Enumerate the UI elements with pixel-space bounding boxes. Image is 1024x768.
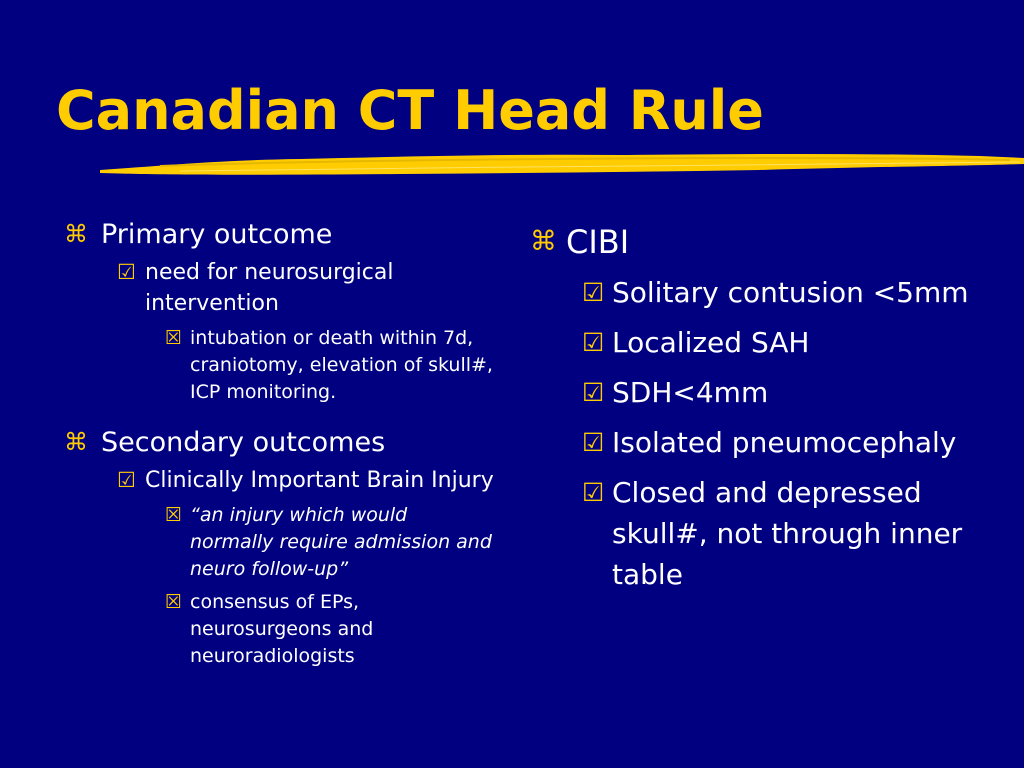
primary-detail-item	[64, 325, 494, 406]
secondary-detail-text-2: consensus of EPs, neurosurgeons and neuroradiologists	[190, 591, 374, 667]
checkbox-bullet-icon: ☑	[117, 468, 136, 492]
command-bullet-icon: ⌘	[530, 226, 557, 257]
primary-sub-item	[64, 257, 494, 319]
left-column	[64, 218, 494, 676]
command-bullet-icon: ⌘	[64, 428, 88, 456]
secondary-detail-item-1	[64, 502, 494, 583]
x-box-bullet-icon: ☒	[165, 327, 183, 349]
cibi-heading-item	[530, 222, 970, 262]
primary-sub-text: need for neurosurgical intervention	[145, 260, 394, 316]
cibi-heading-text: CIBI	[566, 223, 630, 261]
secondary-outcomes-item	[64, 426, 494, 459]
checkbox-bullet-icon: ☑	[117, 260, 136, 284]
title-underline-brush	[100, 150, 1024, 184]
cibi-list-item	[530, 472, 970, 595]
cibi-list-item	[530, 422, 970, 463]
cibi-item-text: Closed and depressed skull#, not through inner table	[612, 476, 963, 591]
secondary-sub-item	[64, 465, 494, 496]
x-box-bullet-icon: ☒	[165, 504, 183, 526]
right-column	[530, 222, 970, 604]
cibi-item-text: SDH<4mm	[612, 376, 769, 409]
cibi-list-item	[530, 272, 970, 313]
secondary-sub-text: Clinically Important Brain Injury	[145, 468, 494, 493]
checkbox-bullet-icon: ☑	[582, 478, 605, 507]
command-bullet-icon: ⌘	[64, 220, 88, 248]
checkbox-bullet-icon: ☑	[582, 428, 605, 457]
checkbox-bullet-icon: ☑	[582, 278, 605, 307]
checkbox-bullet-icon: ☑	[582, 378, 605, 407]
x-box-bullet-icon: ☒	[165, 591, 183, 613]
cibi-item-text: Isolated pneumocephaly	[612, 426, 957, 459]
checkbox-bullet-icon: ☑	[582, 328, 605, 357]
secondary-detail-item-2	[64, 589, 494, 670]
cibi-list-item	[530, 322, 970, 363]
secondary-detail-text-1: “an injury which would normally require admission and neuro follow-up”	[190, 504, 492, 580]
slide-title: Canadian CT Head Rule	[56, 79, 764, 142]
secondary-outcomes-text: Secondary outcomes	[101, 427, 386, 458]
primary-detail-text: intubation or death within 7d, craniotomy, elevation of skull#, ICP monitoring.	[190, 327, 493, 403]
primary-outcome-item	[64, 218, 494, 251]
cibi-list-item	[530, 372, 970, 413]
cibi-item-text: Localized SAH	[612, 326, 810, 359]
cibi-item-text: Solitary contusion <5mm	[612, 276, 969, 309]
primary-outcome-text: Primary outcome	[101, 219, 333, 250]
